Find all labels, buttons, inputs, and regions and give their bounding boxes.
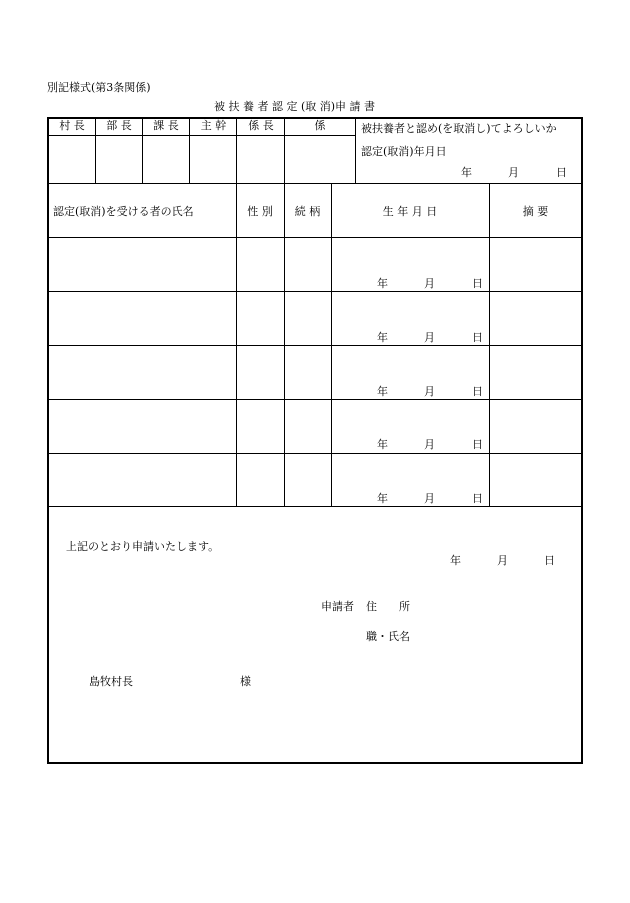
- header-birth-date: 生 年 月 日: [382, 205, 438, 218]
- stamp-label-village-head: 村 長: [59, 119, 85, 132]
- approval-question: 被扶養者と認め(を取消し)てよろしいか: [361, 122, 557, 135]
- approval-date-label: 認定(取消)年月日: [361, 145, 447, 158]
- header-relationship: 続 柄: [294, 205, 321, 218]
- position-name-label: 職・氏名: [366, 630, 410, 643]
- row-2-birth-month: 月: [424, 331, 435, 344]
- application-statement: 上記のとおり申請いたします。: [66, 540, 220, 553]
- applicant-label: 申請者: [321, 600, 354, 613]
- row-5-birth-month: 月: [424, 492, 435, 505]
- application-date-month: 月: [497, 554, 508, 567]
- honorific-label: 様: [240, 675, 251, 688]
- header-subject-name: 認定(取消)を受ける者の氏名: [53, 205, 194, 218]
- row-4-birth-year: 年: [377, 438, 388, 451]
- row-1-birth-day: 日: [472, 277, 483, 290]
- row-4-birth-month: 月: [424, 438, 435, 451]
- form-number-label: 別記様式(第3条関係): [47, 81, 151, 94]
- row-1-birth-month: 月: [424, 277, 435, 290]
- row-3-birth-month: 月: [424, 385, 435, 398]
- stamp-label-section-head: 課 長: [153, 119, 179, 132]
- approval-date-day: 日: [556, 166, 567, 179]
- row-3-birth-day: 日: [472, 385, 483, 398]
- row-2-birth-year: 年: [377, 331, 388, 344]
- row-3-birth-year: 年: [377, 385, 388, 398]
- document-title: 被 扶 養 者 認 定 (取 消)申 請 書: [214, 100, 376, 113]
- approval-date-year: 年: [461, 166, 472, 179]
- stamp-label-chief: 主 幹: [200, 119, 227, 132]
- stamp-label-staff: 係: [314, 119, 326, 132]
- application-date-day: 日: [544, 554, 555, 567]
- header-remarks: 摘 要: [522, 205, 549, 218]
- row-5-birth-day: 日: [472, 492, 483, 505]
- header-sex: 性 別: [247, 205, 273, 218]
- application-date-year: 年: [450, 554, 461, 567]
- stamp-label-department-head: 部 長: [106, 119, 132, 132]
- row-4-birth-day: 日: [472, 438, 483, 451]
- row-1-birth-year: 年: [377, 277, 388, 290]
- stamp-label-subsection-head: 係 長: [248, 119, 274, 132]
- row-5-birth-year: 年: [377, 492, 388, 505]
- approval-date-month: 月: [508, 166, 519, 179]
- address-label: 住 所: [366, 600, 410, 613]
- addressee-label: 島牧村長: [89, 675, 133, 688]
- row-2-birth-day: 日: [472, 331, 483, 344]
